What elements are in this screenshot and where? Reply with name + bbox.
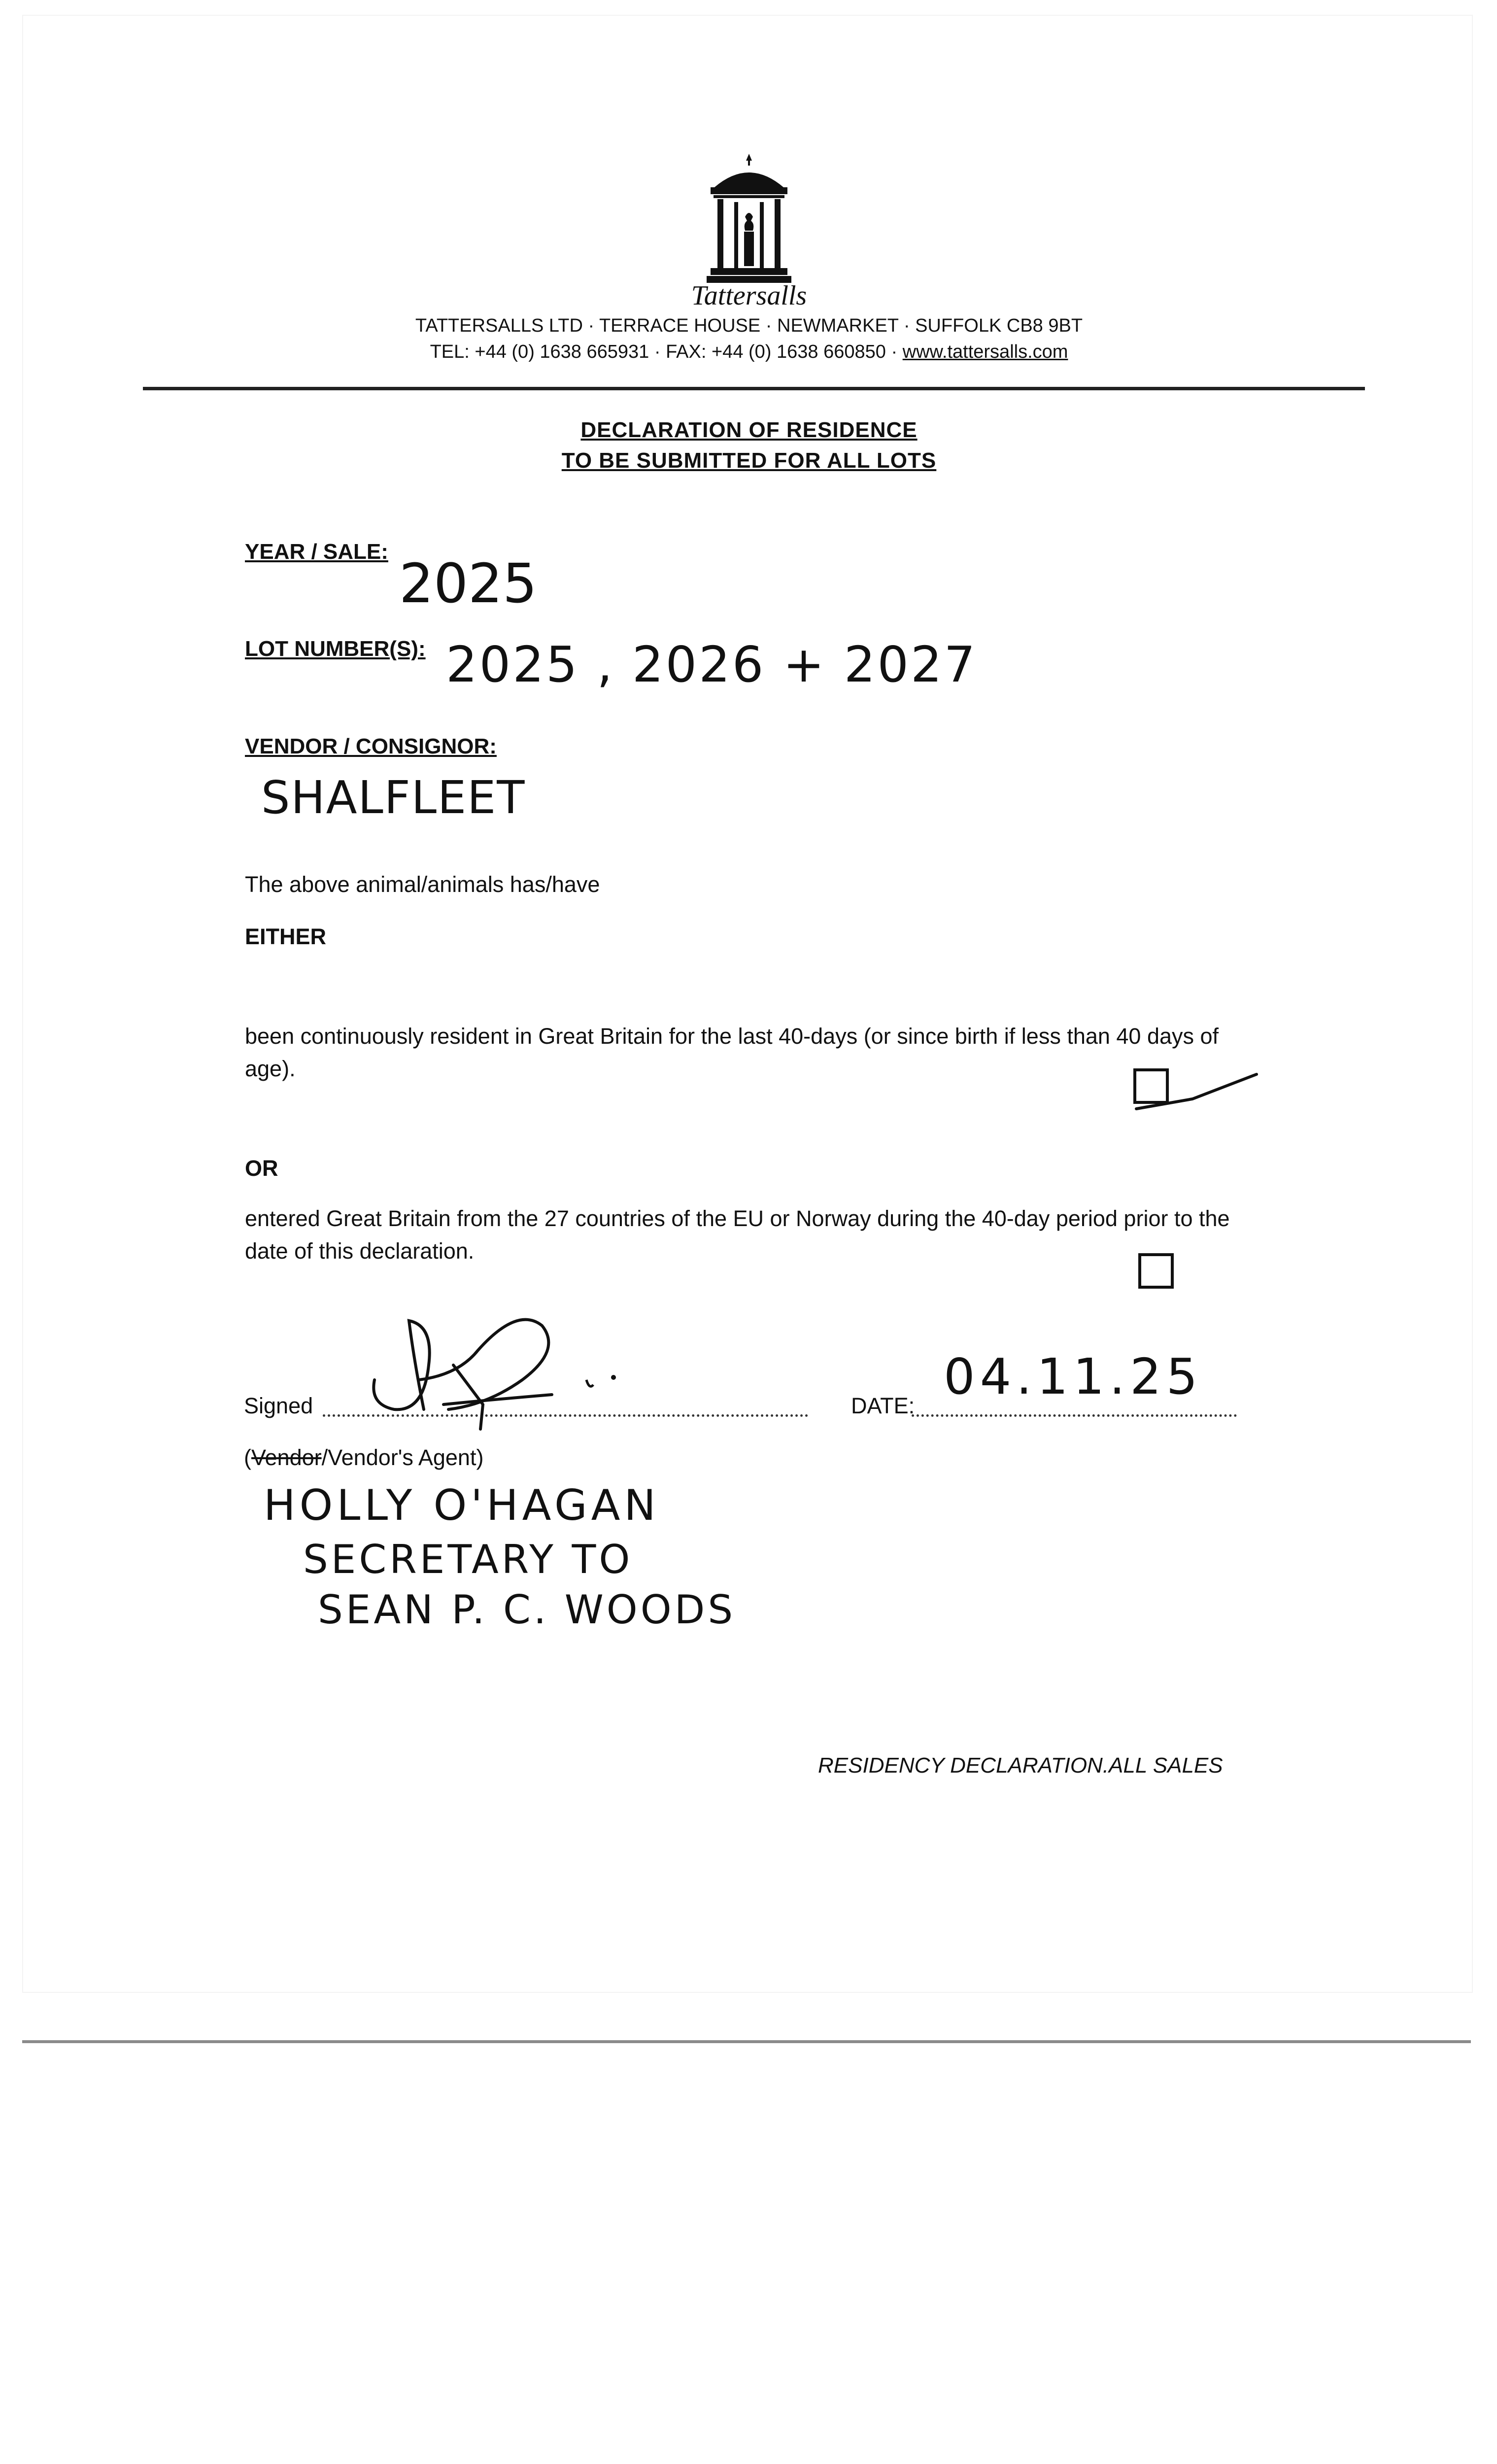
- vendor-label: VENDOR / CONSIGNOR:: [245, 734, 497, 758]
- footer-reference: RESIDENCY DECLARATION.ALL SALES: [818, 1753, 1223, 1778]
- vendor-value: SHALFLEET: [261, 771, 526, 824]
- agent-label: [244, 1441, 483, 1474]
- either-label: EITHER: [245, 924, 327, 949]
- agent-label-struck: Vendor: [251, 1445, 322, 1470]
- document-title: DECLARATION OF RESIDENCE: [580, 418, 918, 442]
- agent-label-rest: /Vendor's Agent): [321, 1445, 484, 1470]
- signature-mark: [355, 1306, 660, 1434]
- option1-text: been continuously resident in Great Britain for the last 40-days (or since birth if less than 40 days of age).: [245, 1024, 1219, 1081]
- date-line[interactable]: [912, 1414, 1237, 1417]
- document-subtitle: TO BE SUBMITTED FOR ALL LOTS: [561, 448, 937, 473]
- agent-label-open: (: [244, 1445, 251, 1470]
- or-label: OR: [245, 1156, 278, 1181]
- signatory-title: SECRETARY TO: [303, 1537, 633, 1582]
- lot-numbers-label: LOT NUMBER(S):: [245, 637, 426, 661]
- date-value: 04.11.25: [944, 1348, 1203, 1405]
- page-border: [22, 15, 1473, 1993]
- signatory-name: HOLLY O'HAGAN: [264, 1481, 660, 1530]
- signed-label: Signed: [244, 1393, 313, 1418]
- website-link[interactable]: www.tattersalls.com: [902, 342, 1068, 362]
- date-label: DATE:: [851, 1393, 915, 1418]
- option2-checkbox[interactable]: [1138, 1253, 1174, 1289]
- scan-edge-line: [22, 2040, 1471, 2043]
- brand-name: Tattersalls: [691, 280, 807, 311]
- signatory-principal: SEAN P. C. WOODS: [318, 1587, 736, 1633]
- contact-line: [315, 342, 1183, 363]
- lot-numbers-value: 2025 , 2026 + 2027: [446, 636, 978, 693]
- option2-text: entered Great Britain from the 27 countries of the EU or Norway during the 40-day period prior to the date of this declaration.: [245, 1206, 1230, 1264]
- address-line: TATTERSALLS LTD · TERRACE HOUSE · NEWMARKET · SUFFOLK CB8 9BT: [415, 315, 1083, 336]
- phone-fax: TEL: +44 (0) 1638 665931 · FAX: +44 (0) 1638 660850 ·: [430, 342, 903, 362]
- year-sale-value: 2025: [399, 552, 537, 615]
- checkmark-icon: [1133, 1060, 1261, 1119]
- year-sale-label: YEAR / SALE:: [245, 540, 388, 564]
- header-divider: [143, 387, 1365, 390]
- tattersalls-logo: [700, 153, 798, 286]
- intro-text: The above animal/animals has/have: [245, 872, 600, 897]
